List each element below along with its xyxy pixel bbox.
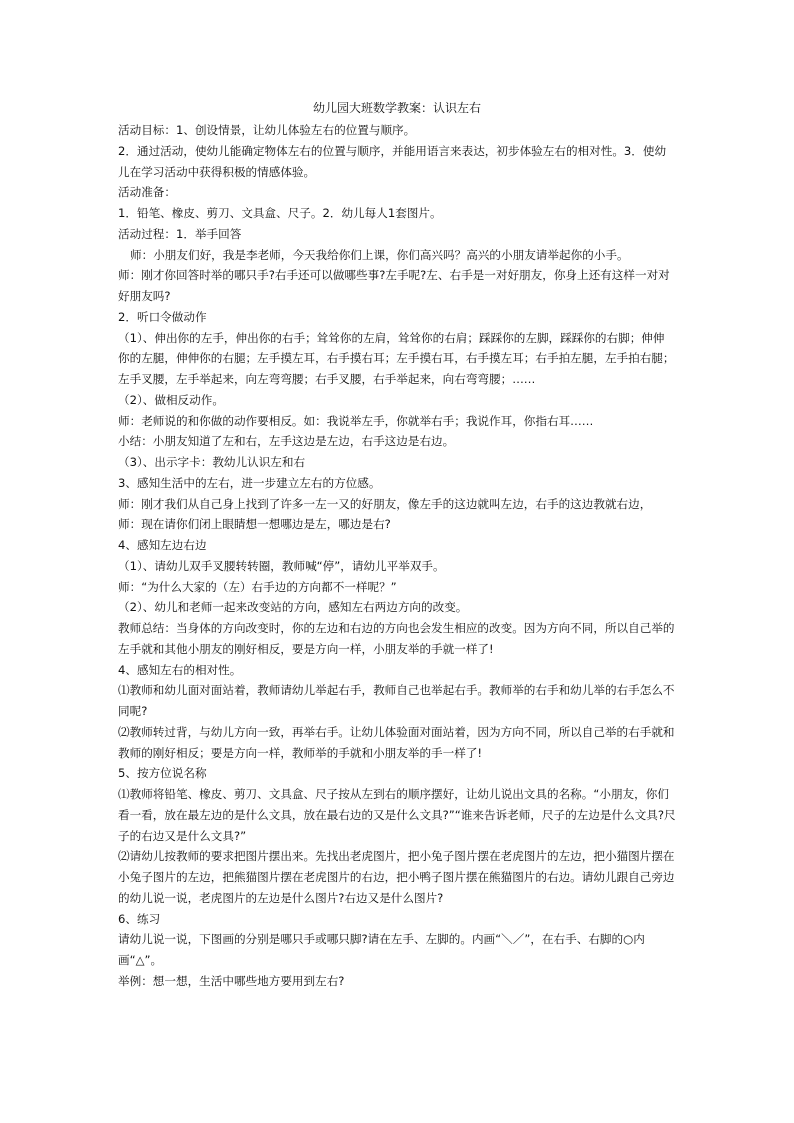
paragraph: 师：老师说的和你做的动作要相反。如：我说举左手，你就举右手；我说作耳，你指右耳……: [118, 413, 594, 428]
document-title: 幼儿园大班数学教案：认识左右: [312, 101, 481, 115]
paragraph: ⑵请幼儿按教师的要求把图片摆出来。先找出老虎图片，把小兔子图片摆在老虎图片的左边，把小猫图片摆在小兔子图片的左边，把熊猫图片摆在老虎图片的右边，把小鸭子图片摆在熊猫图片的右边。请幼儿跟自己旁边的幼儿说一说，老虎图片的左边是什么图片?右边又是什么图片?: [118, 849, 675, 905]
paragraph: 2．听口令做动作: [118, 309, 207, 324]
paragraph: 1．铅笔、橡皮、剪刀、文具盒、尺子。2．幼儿每人1套图片。: [118, 206, 442, 220]
paragraph: 师：小朋友们好，我是李老师，今天我给你们上课，你们高兴吗？高兴的小朋友请举起你的小手。: [130, 247, 629, 262]
paragraph: 师：“为什么大家的（左）右手边的方向都不一样呢？”: [118, 579, 397, 594]
paragraph: 活动准备：: [118, 185, 176, 200]
paragraph: 教师总结：当身体的方向改变时，你的左边和右边的方向也会发生相应的改变。因为方向不同，所以自己举的左手就和其他小朋友的刚好相反，要是方向一样，小朋友举的手就一样了!: [118, 621, 675, 656]
paragraph: 师：刚才你回答时举的哪只手?右手还可以做哪些事?左手呢?左、右手是一对好朋友，你身上还有这样一对对好朋友吗?: [118, 268, 670, 303]
paragraph: 2．通过活动，使幼儿能确定物体左右的位置与顺序，并能用语言来表达，初步体验左右的相对性。3．使幼儿在学习活动中获得积极的情感体验。: [118, 143, 667, 179]
paragraph: （1）、请幼儿双手叉腰转转圈，教师喊“停”，请幼儿平举双手。: [118, 558, 445, 573]
paragraph: ⑴教师将铅笔、橡皮、剪刀、文具盒、尺子按从左到右的顺序摆好，让幼儿说出文具的名称。“小朋友，你们看一看，放在最左边的是什么文具，放在最右边的又是什么文具?”“谁来告诉老师，尺子的左边是什么文具?尺子的右边又是什么文具?”: [118, 787, 676, 843]
paragraph: 5、按方位说名称: [118, 766, 207, 781]
paragraph: ⑴教师和幼儿面对面站着，教师请幼儿举起右手，教师自己也举起右手。教师举的右手和幼儿举的右手怎么不同呢?: [118, 683, 675, 718]
paragraph: （2）、做相反动作。: [118, 392, 224, 407]
paragraph: （2）、幼儿和老师一起来改变站的方向，感知左右两边方向的改变。: [118, 600, 468, 615]
paragraph: 举例：想一想，生活中哪些地方要用到左右?: [118, 973, 345, 988]
paragraph: （1）、伸出你的左手，伸出你的右手；耸耸你的左肩，耸耸你的右肩；踩踩你的左脚，踩踩你的右脚；伸伸你的左腿，伸伸你的右腿；左手摸左耳，右手摸右耳；左手摸右耳，右手摸左耳；右手拍左腿，左手拍右腿；左手叉腰，左手举起来，向左弯弯腰；右手叉腰，右手举起来，向右弯弯腰；……: [118, 330, 675, 386]
paragraph: 4、感知左右的相对性。: [118, 662, 242, 677]
paragraph: 3、感知生活中的左右，进一步建立左右的方位感。: [118, 475, 381, 490]
paragraph: 请幼儿说一说，下图画的分别是哪只手或哪只脚?请在左手、左脚的。内画“＼／”，在右手、右脚的○内画“△”。: [118, 932, 645, 967]
paragraph: 师：刚才我们从自己身上找到了许多一左一又的好朋友，像左手的这边就叫左边，右手的这边教就右边，: [118, 496, 652, 511]
paragraph: ⑵教师转过背，与幼儿方向一致，再举右手。让幼儿体验面对面站着，因为方向不同，所以自己举的右手就和教师的刚好相反；要是方向一样，教师举的手就和小朋友举的手一样了!: [118, 724, 675, 760]
paragraph: 活动目标：1、创设情景，让幼儿体验左右的位置与顺序。: [118, 123, 416, 137]
document-page: [118, 100, 676, 992]
paragraph: 6、练习: [118, 911, 161, 926]
paragraph: （3）、出示字卡：教幼儿认识左和右: [118, 455, 306, 469]
paragraph: 活动过程：1．举手回答: [118, 226, 242, 241]
paragraph: 4、感知左边右边: [118, 538, 207, 552]
paragraph: 师：现在请你们闭上眼睛想一想哪边是左，哪边是右?: [118, 517, 391, 532]
paragraph: 小结：小朋友知道了左和右，左手这边是左边，右手这边是右边。: [118, 434, 455, 449]
